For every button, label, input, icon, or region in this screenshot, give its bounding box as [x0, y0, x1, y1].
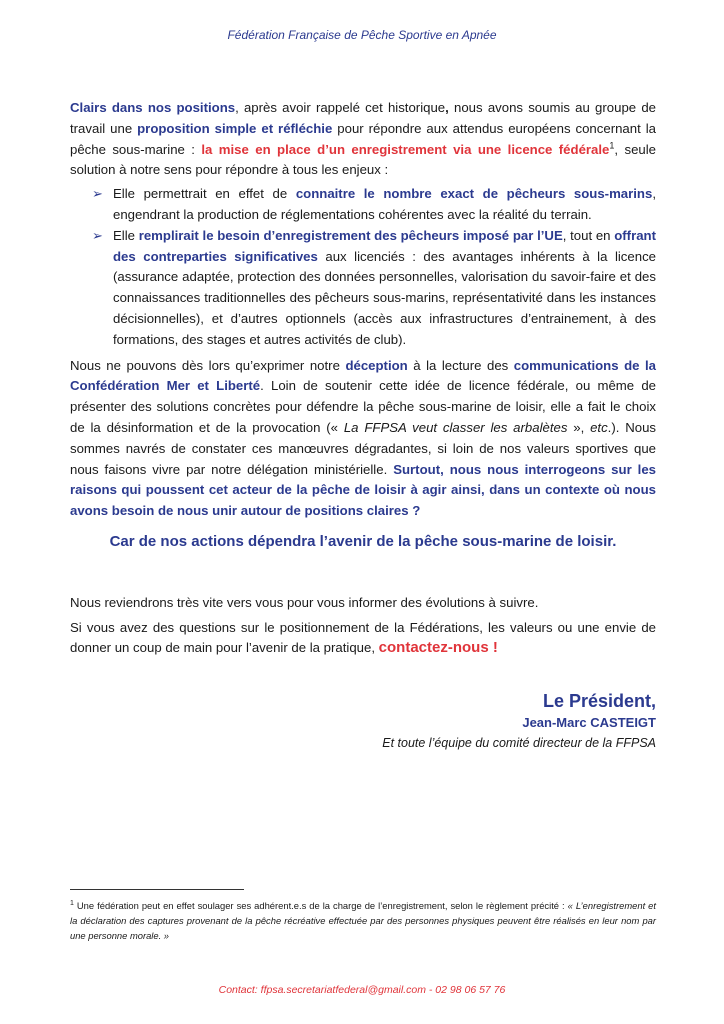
bullet-text: Elle permettrait en effet de: [113, 186, 296, 202]
paragraph-text: Nous ne pouvons dès lors qu’exprimer notre: [70, 357, 346, 373]
intro-text: nous avons soumis au groupe de travail une: [70, 100, 656, 136]
closing-text: Si vous avez des questions sur le positionnement de la Fédérations, les valeurs ou une envie de donner un coup de main pour l’avenir de la pratique,: [70, 619, 656, 656]
highlight-statement: Car de nos actions dépendra l’avenir de la pêche sous-marine de loisir.: [109, 532, 617, 550]
signature-block: [70, 689, 656, 753]
signature-name: Jean-Marc CASTEIGT: [522, 715, 656, 731]
bullet-text: , tout en: [562, 227, 615, 243]
list-item: [70, 226, 656, 351]
intro-emphasis: Clairs dans nos positions: [70, 100, 236, 115]
intro-text: , après avoir rappelé cet historique: [235, 100, 446, 115]
bullet-text: Elle: [113, 227, 139, 243]
paragraph-text: .). Nous sommes navrés de constater ces manœuvres dégradantes, si loin de nos valeurs sportives que nous faisons vivre par notre délégation ministérielle.: [70, 419, 656, 477]
page-header: Fédération Française de Pêche Sportive en Apnée: [227, 28, 497, 42]
paragraph-etc: etc: [590, 419, 608, 435]
closing-paragraph: [70, 593, 656, 659]
contact-link[interactable]: contactez-nous !: [378, 639, 498, 657]
paragraph-emphasis: Surtout, nous nous interrogeons sur les raisons qui poussent cet acteur de la pêche de loisir à agir ainsi, dans un contexte où nous avons besoin de nous unir autour de positions claires ?: [70, 461, 656, 519]
signature-team: Et toute l’équipe du comité directeur de la FFPSA: [382, 736, 656, 751]
footnote-ref[interactable]: 1: [609, 140, 615, 151]
closing-line: Nous reviendrons très vite vers vous pour vous informer des évolutions à suivre.: [70, 594, 539, 610]
footnote-text: Une fédération peut en effet soulager ses adhérent.e.s de la charge de l’enregistrement, selon le règlement précité :: [73, 900, 568, 911]
list-item: [70, 184, 656, 226]
bullet-emphasis: connaitre le nombre exact de pêcheurs sous-marins: [295, 186, 653, 202]
arrow-bullet-icon: ➢: [92, 227, 103, 243]
intro-text: pour répondre aux attendus européens concernant la pêche sous-marine :: [70, 120, 656, 157]
signature-title: Le Président,: [542, 691, 656, 712]
footnote-number: 1: [70, 899, 74, 907]
bullet-list: [70, 184, 656, 350]
footnote-quote: « L’enregistrement et la déclaration des captures provenant de la pêche récréative effectuée par des personnes physiques peuvent être réalisés en leur nom par une personne morale. »: [70, 900, 656, 941]
quoted-slogan: La FFPSA veut classer les arbalètes: [343, 419, 568, 435]
intro-emphasis: proposition simple et réfléchie: [137, 120, 333, 136]
intro-text: , seule solution à notre sens pour répondre à tous les enjeux :: [70, 141, 657, 178]
paragraph-text: à la lecture des: [407, 357, 514, 373]
paragraph-text: . Loin de soutenir cette idée de licence fédérale, ou même de présenter des solutions concrètes pour défendre la pêche sous-marine de loisir, elle a fait le choix de la désinformation et de la provocation («: [70, 378, 656, 435]
footnote-divider: [70, 889, 244, 890]
arrow-bullet-icon: ➢: [92, 186, 103, 202]
footnote: [70, 898, 656, 943]
bullet-text: , engendrant la production de réglementations cohérentes avec la réalité du terrain.: [113, 186, 656, 222]
deception-paragraph: [70, 356, 656, 522]
paragraph-emphasis: déception: [345, 357, 408, 373]
paragraph-emphasis: communications de la Confédération Mer et Liberté: [70, 357, 656, 394]
letter-body: [70, 98, 656, 753]
intro-red-emphasis: la mise en place d’un enregistrement via une licence fédérale: [201, 141, 610, 157]
intro-paragraph: [70, 98, 656, 181]
contact-footer: Contact: ffpsa.secretariatfederal@gmail.com - 02 98 06 57 76: [218, 984, 506, 996]
bullet-text: aux licenciés : des avantages inhérents à la licence (assurance adaptée, protection des données personnelles, valorisation du savoir-faire et des connaissances traditionnelles des pêcheurs sous-marins, représentativité dans les instances décisionnelles), et d’autres optionnels (accès aux infrastructures d’entrainement, à des formations, des stages et autres activités de club).: [113, 248, 656, 347]
bullet-emphasis: offrant des contreparties significatives: [113, 227, 656, 264]
paragraph-text: »,: [567, 419, 591, 435]
intro-comma: ,: [445, 100, 449, 115]
bullet-emphasis: remplirait le besoin d’enregistrement des pêcheurs imposé par l’UE: [138, 227, 563, 243]
closing-line: [70, 618, 656, 660]
